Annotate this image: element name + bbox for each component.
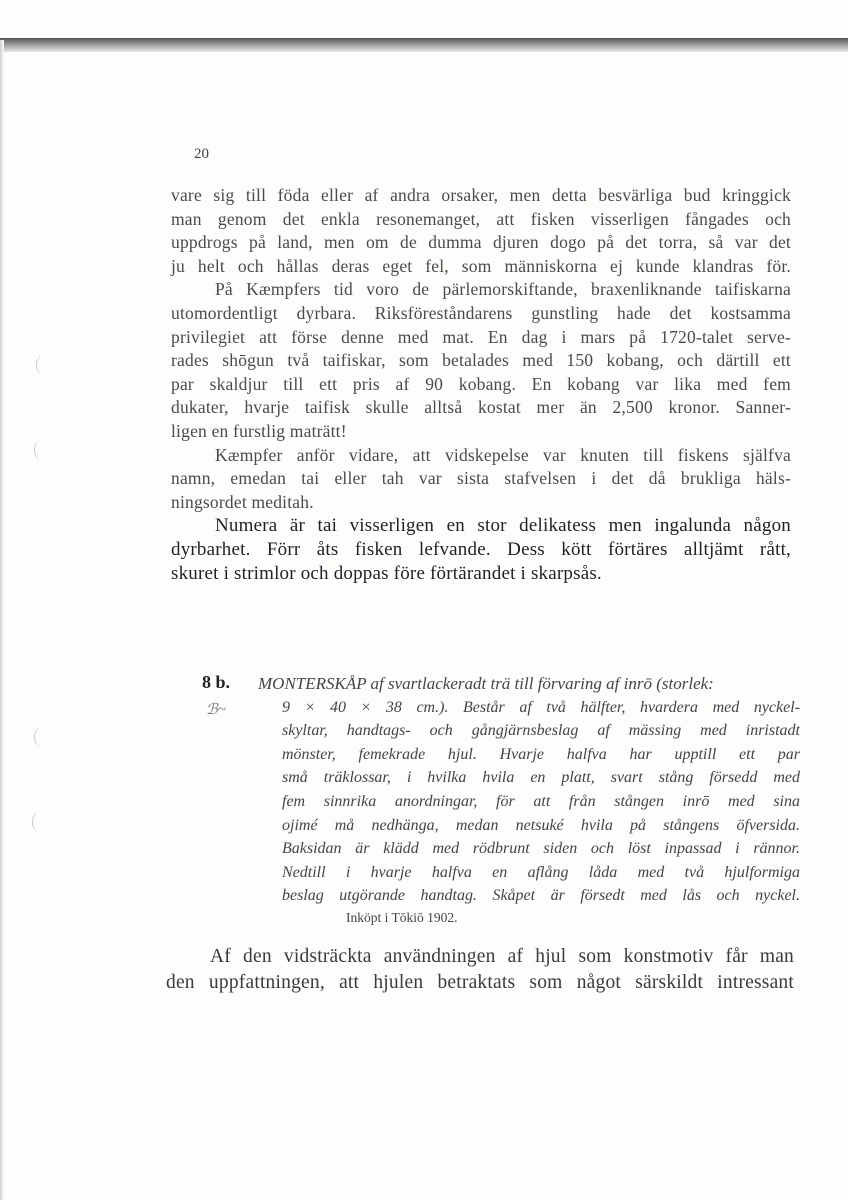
text-line: ligen en furstlig maträtt! <box>171 420 347 441</box>
catalog-number: 8 b. <box>202 672 231 692</box>
catalog-line: Baksidan är klädd med rödbrunt siden och löst inpassad i rännor. <box>282 840 800 858</box>
text-line: man genom det enkla resonemanget, att fisken visserligen fångades och <box>171 208 791 229</box>
text-line: ningsordet meditah. <box>171 491 314 512</box>
text-line: privilegiet att förse denne med mat. En dag i mars på 1720-talet serve- <box>171 326 791 347</box>
text-line: rades shōgun två taifiskar, som betalades med 150 kobang, och därtill ett <box>171 350 791 371</box>
text-line: dyrbarhet. Förr åts fisken lefvande. Dess kött förtäres alltjämt rått, <box>171 539 791 561</box>
margin-ring-mark <box>34 440 49 460</box>
text-line: Kæmpfer anför vidare, att vidskepelse var knuten till fiskens själfva <box>215 444 791 465</box>
margin-ring-mark <box>36 355 51 375</box>
paragraph <box>171 184 791 278</box>
catalog-description <box>258 672 800 908</box>
catalog-line: beslag utgörande handtag. Skåpet är försedt med lås och nyckel. <box>282 887 800 905</box>
scan-header-bar <box>0 38 848 52</box>
closing-paragraph <box>166 944 794 996</box>
catalog-line: skyltar, handtags- och gångjärnsbeslag af mässing med inristadt <box>282 722 800 740</box>
scan-left-edge <box>0 40 4 1200</box>
purchase-note: Inköpt i Tōkiō 1902. <box>346 910 458 925</box>
text-line: uppdrogs på land, men om de dumma djuren dogo på det torra, så var det <box>171 232 791 253</box>
margin-ring-mark <box>32 812 47 832</box>
paragraph <box>171 444 791 515</box>
text-line: namn, emedan tai eller tah var sista stafvelsen i det då brukliga häls- <box>171 468 791 489</box>
catalog-line: 9 × 40 × 38 cm.). Består af två hälfter, hvardera med nyckel- <box>282 698 800 716</box>
text-line: skuret i strimlor och doppas före förtärandet i skarpsås. <box>171 563 602 585</box>
text-line: Numera är tai visserligen en stor delikatess men ingalunda någon <box>215 515 791 537</box>
text-line: På Kæmpfers tid voro de pärlemorskiftande, braxenliknande taifiskarna <box>215 279 791 300</box>
text-line: vare sig till föda eller af andra orsaker, men detta besvärliga bud kringgick <box>171 185 791 205</box>
catalog-line: fem sinnrika anordningar, för att från stången inrō med sina <box>282 792 800 810</box>
body-text <box>171 184 791 586</box>
text-line: Af den vidsträckta användningen af hjul som konstmotiv får man <box>210 946 794 967</box>
catalog-line: ojimé må nedhänga, medan netsuké hvila på stångens öfversida. <box>282 816 800 834</box>
margin-ring-mark <box>34 727 49 747</box>
text-line: par skaldjur till ett pris af 90 kobang. En kobang var lika med fem <box>171 373 791 394</box>
catalog-line: Nedtill i hvarje halfva en aflång låda med två hjulformiga <box>282 863 800 881</box>
paragraph <box>171 514 791 586</box>
catalog-line: små träklossar, i hvilka hvila en platt, svart stång försedd med <box>282 769 800 787</box>
page-number: 20 <box>194 146 209 162</box>
text-line: dukater, hvarje taifisk skulle alltså kostat mer än 2,500 kronor. Sanner- <box>171 397 791 418</box>
handwritten-margin-mark: ℬ~ <box>206 702 226 718</box>
paragraph <box>171 278 791 443</box>
text-line: ju helt och hållas deras eget fel, som människorna ej kunde klandras för. <box>171 255 791 276</box>
catalog-line: mönster, femekrade hjul. Hvarje halfva har upptill ett par <box>282 745 800 763</box>
text-line: utomordentligt dyrbara. Riksföreståndarens gunstling hade det kostsamma <box>171 302 791 323</box>
catalog-line: MONTERSKÅP af svartlackeradt trä till förvaring af inrō (storlek: <box>258 674 714 693</box>
text-line: den uppfattningen, att hjulen betraktats som något särskildt intressant <box>166 972 794 993</box>
